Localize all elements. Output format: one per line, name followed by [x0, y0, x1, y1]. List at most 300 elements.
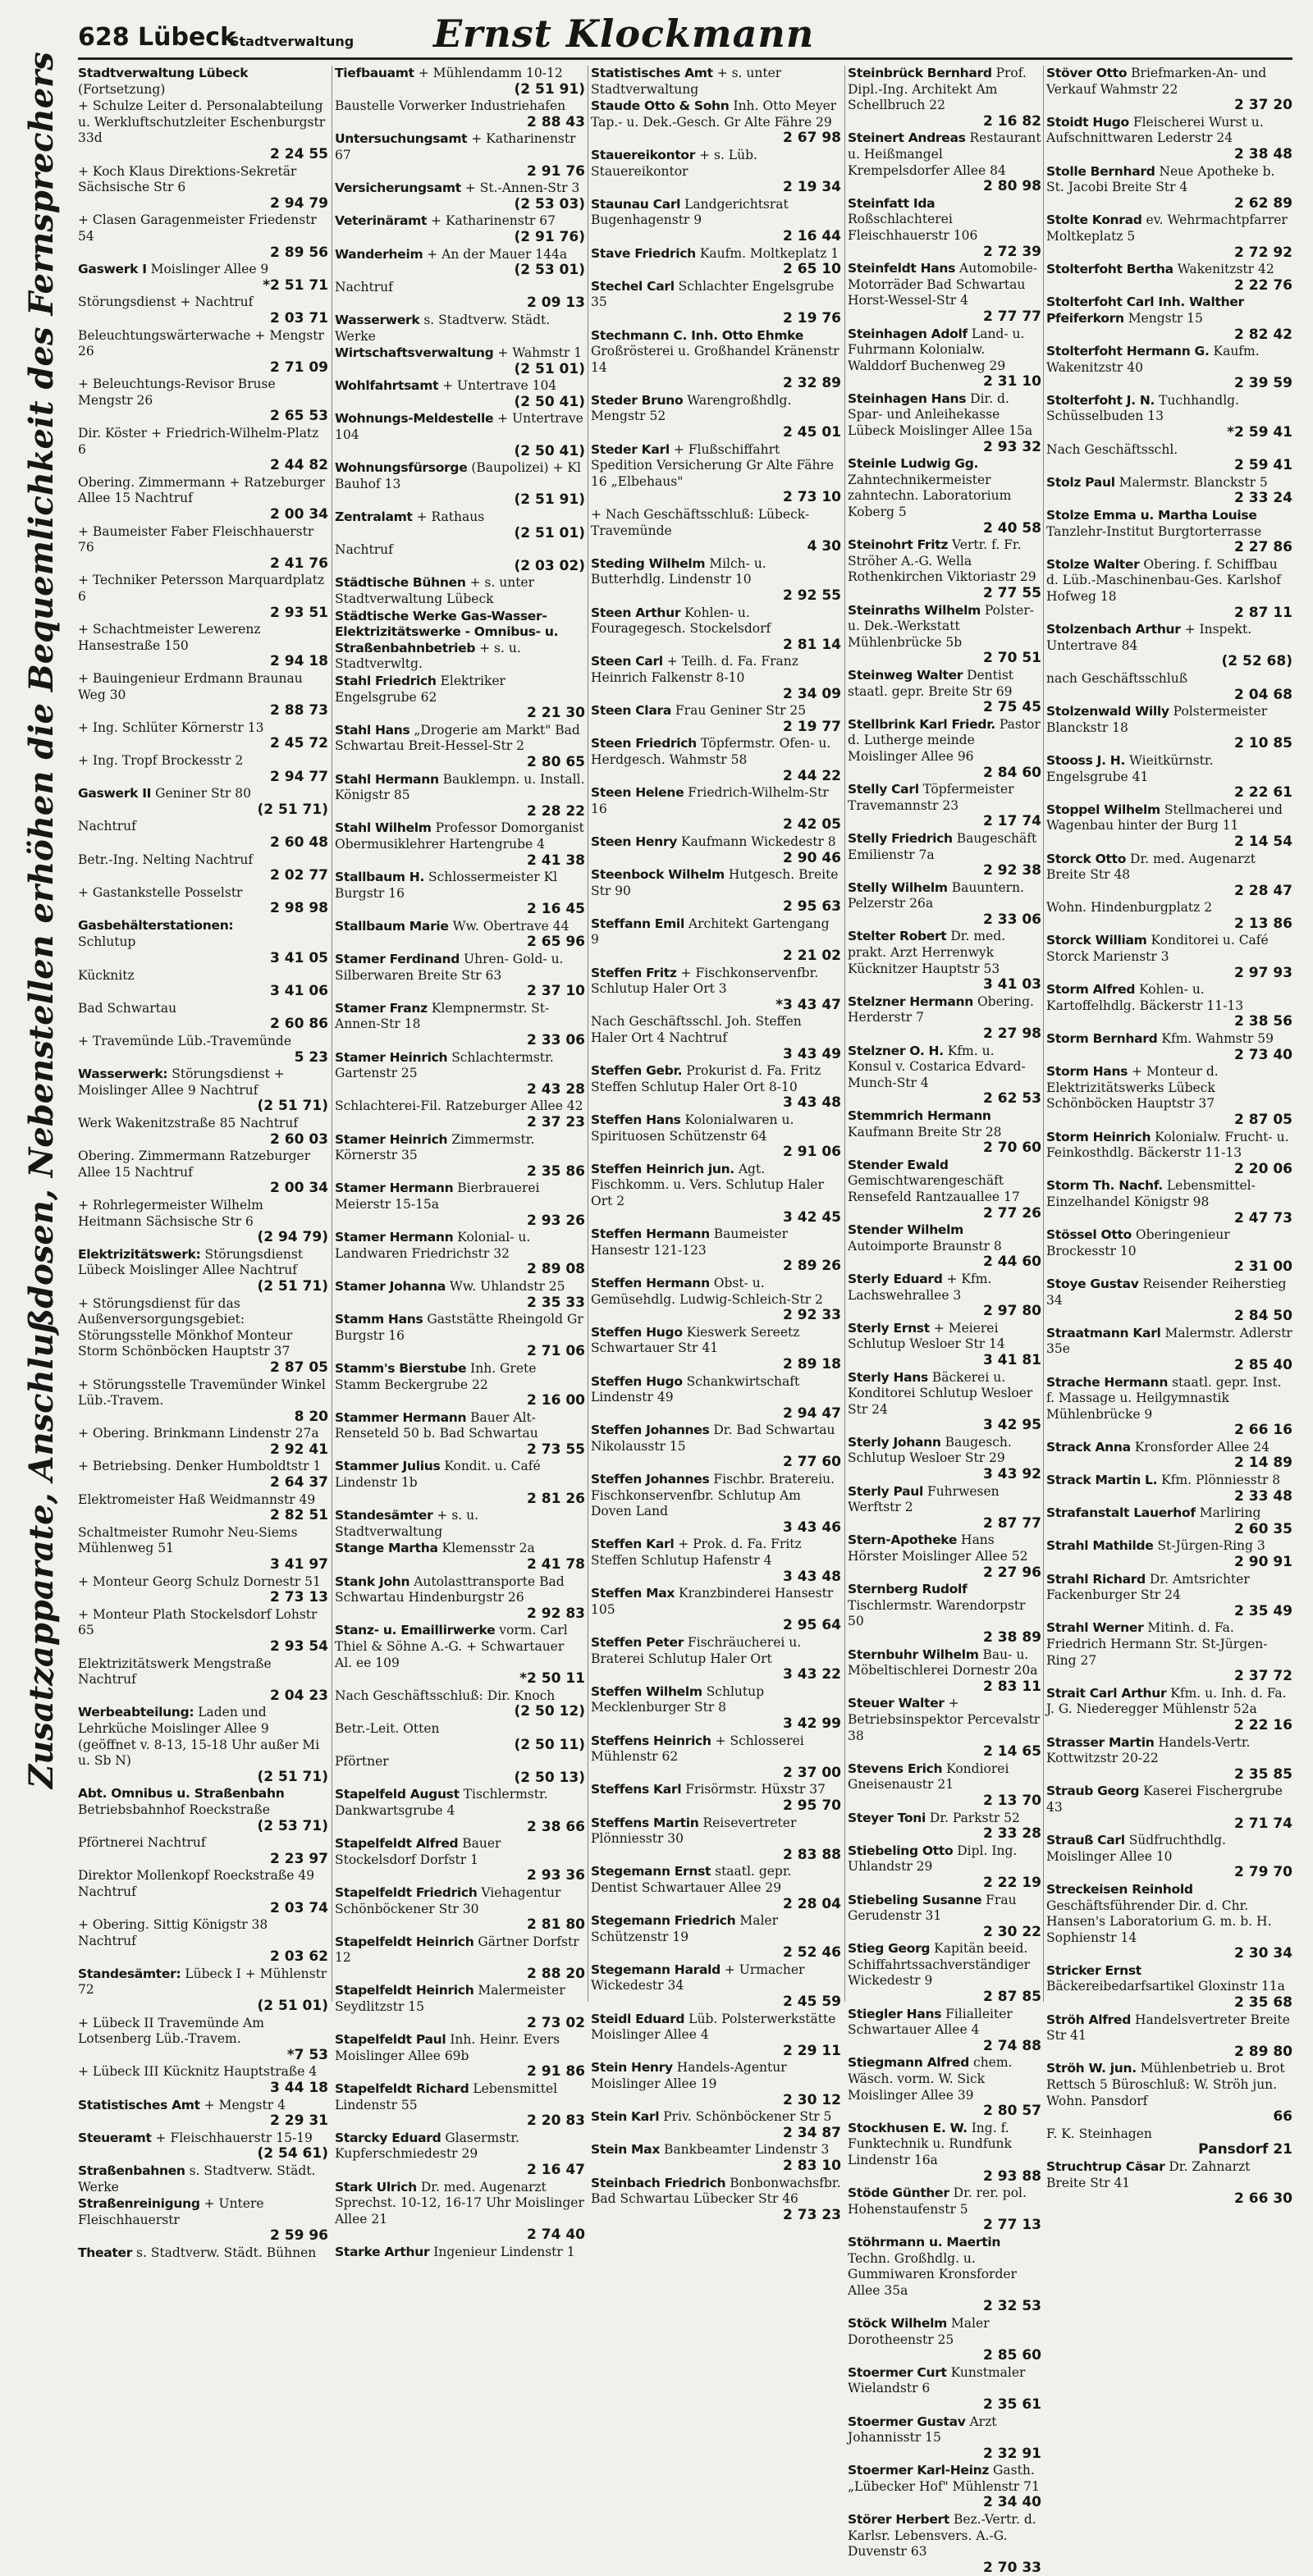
directory-entry [335, 952, 585, 1000]
entry-name: Steffen Hermann [591, 1226, 710, 1242]
directory-entry [1046, 1375, 1292, 1439]
column-divider [844, 66, 845, 2002]
entry-phone: 2 37 20 [1234, 97, 1292, 114]
entry-name: Stricker Ernst [1046, 1962, 1141, 1978]
entry-details: s. Stadtverw. Städt. Bühnen [135, 2245, 317, 2260]
entry-details: Beleuchtungswärterwache + Mengstr 26 [78, 327, 324, 359]
directory-entry [78, 885, 328, 917]
entry-details: + Wahmstr 1 [497, 345, 583, 361]
entry-phone: 2 21 02 [783, 948, 841, 965]
entry-name: Standesämter: [78, 1966, 181, 1981]
entry-name: Stiegler Hans [848, 2006, 942, 2021]
entry-phone: 2 66 30 [1234, 2190, 1292, 2208]
directory-entry [591, 1913, 841, 1962]
directory-entry [78, 1786, 328, 1834]
entry-details: Zahntechnikermeister zahntechn. Laboratorium Koberg 5 [848, 472, 1012, 520]
entry-details: Prof. Dipl.-Ing. Architekt Am Schellbruch 22 [848, 66, 1027, 113]
entry-name: Stieg Georg [848, 1941, 931, 1957]
entry-phone: 2 35 68 [1234, 1994, 1292, 2012]
directory-entry [78, 1525, 328, 1573]
directory-entry [591, 1423, 841, 1471]
entry-name: Stein Henry [591, 2060, 673, 2076]
entry-details: Kfm. u. Konsul v. Costarica Edvard-Munch-Str 4 [848, 1043, 1026, 1090]
directory-entry [591, 2012, 841, 2060]
entry-phone: 2 80 65 [527, 753, 585, 770]
entry-phone: *2 50 11 [519, 1670, 585, 1688]
entry-name: Steinweg Walter [848, 667, 963, 683]
entry-phone: 2 16 44 [783, 227, 841, 244]
entry-details: Ing. f. Funktechnik u. Rundfunk Lindenstr 16a [848, 2120, 1012, 2167]
entry-details: + s. unter Stadtverwaltung Lübeck [335, 575, 535, 606]
directory-entry [1046, 753, 1292, 802]
entry-details: Ingenieur Lindenstr 1 [433, 2244, 575, 2259]
entry-phone: 66 [1273, 2108, 1292, 2126]
entry-details: „Drogerie am Markt" Bad Schwartau Breit-Hessel-Str 2 [335, 722, 580, 754]
entry-phone: 2 89 56 [270, 244, 328, 261]
column-3 [591, 66, 841, 2223]
entry-name: Stöhrmann u. Maertin [848, 2234, 1001, 2249]
directory-entry [1046, 1572, 1292, 1620]
directory-entry [335, 674, 585, 722]
column-1 [78, 66, 328, 2260]
entry-phone: 2 52 46 [783, 1944, 841, 1962]
entry-name: Stapelfeldt Alfred [335, 1836, 459, 1852]
entry-details: staatl. gepr. Inst. f. Massage u. Heilgymnastik Mühlenbrücke 9 [1046, 1374, 1282, 1422]
entry-details: Mitinh. d. Fa. Friedrich Hermann Str. St-Jürgen-Ring 27 [1046, 1620, 1268, 1668]
entry-name: Stammer Hermann [335, 1409, 467, 1425]
entry-name: Wohnungs-Meldestelle [335, 411, 494, 427]
entry-phone: 3 41 06 [270, 983, 328, 1000]
entry-name: Wanderheim [335, 246, 423, 262]
directory-entry [1046, 671, 1292, 703]
directory-entry [1046, 1130, 1292, 1178]
entry-name: Abt. Omnibus u. Straßenbahn [78, 1786, 285, 1802]
entry-details: Kfm. Plönniesstr 8 [1161, 1473, 1281, 1488]
directory-entry [335, 1001, 585, 1049]
entry-details: + Rohrlegermeister Wilhelm Heitmann Sächsische Str 6 [78, 1197, 263, 1229]
column-4 [848, 66, 1041, 2576]
directory-entry [1046, 1473, 1292, 1505]
entry-details: + Baumeister Faber Fleischhauerstr 76 [78, 523, 314, 555]
entry-details: Bäckereibedarfsartikel Gloxinstr 11a [1046, 1979, 1285, 1994]
directory-entry [78, 2163, 328, 2195]
entry-phone: 2 31 10 [983, 373, 1041, 391]
directory-entry [591, 703, 841, 735]
entry-details: Hutgesch. Breite Str 90 [591, 867, 839, 898]
entry-phone: 2 73 02 [527, 2014, 585, 2031]
directory-entry [591, 785, 841, 834]
entry-details: + Untertrave 104 [335, 411, 583, 443]
entry-phone: 2 16 00 [527, 1392, 585, 1409]
entry-phone: 2 35 86 [527, 1162, 585, 1180]
entry-name: Stapelfeldt Friedrich [335, 1884, 478, 1900]
entry-details: Nach Geschäftsschl. [1046, 441, 1178, 457]
entry-name: Versicherungsamt [335, 180, 461, 196]
entry-phone: 2 37 00 [783, 1764, 841, 1781]
directory-entry [78, 1034, 328, 1066]
entry-phone: 2 75 45 [983, 699, 1041, 716]
entry-phone: 2 35 61 [983, 2396, 1041, 2413]
entry-details: + Monteur d. Elektrizitätswerks Lübeck Schönböcken Hauptstr 37 [1046, 1064, 1219, 1112]
directory-entry [335, 1279, 585, 1311]
entry-phone: 2 03 62 [270, 1948, 328, 1966]
directory-entry [1046, 2126, 1292, 2158]
directory-entry [591, 66, 841, 98]
page-number: 628 [78, 23, 130, 52]
entry-details: Kieswerk Sereetz Schwartauer Str 41 [591, 1324, 800, 1356]
entry-details: Lebensmittel Lindenstr 55 [335, 2081, 558, 2112]
entry-details: + Monteur Plath Stockelsdorf Lohstr 65 [78, 1606, 318, 1638]
entry-phone: 2 77 55 [983, 585, 1041, 601]
entry-name: Strahl Mathilde [1046, 1538, 1154, 1554]
entry-name: Stamer Heinrich [335, 1049, 448, 1065]
directory-entry [78, 1492, 328, 1524]
directory-entry [335, 1230, 585, 1278]
entry-phone: 2 38 66 [527, 1818, 585, 1835]
entry-name: Starke Arthur [335, 2244, 430, 2259]
entry-phone: 2 89 08 [527, 1261, 585, 1278]
entry-name: Strait Carl Arthur [1046, 1685, 1167, 1701]
directory-entry [848, 1647, 1041, 1696]
entry-phone: 2 33 06 [527, 1032, 585, 1049]
entry-phone: 2 60 35 [1234, 1520, 1292, 1537]
entry-name: Steffens Karl [591, 1782, 682, 1797]
directory-entry [78, 1656, 328, 1705]
entry-details: Bäckerei u. Konditorei Schlutup Wesloer Str 24 [848, 1369, 1033, 1417]
entry-name: Ströh W. jun. [1046, 2061, 1137, 2076]
entry-phone: 2 91 06 [783, 1144, 841, 1161]
directory-entry [848, 1532, 1041, 1581]
directory-entry [335, 411, 585, 459]
entry-name: Steen Clara [591, 703, 671, 719]
entry-details: Reisevertreter Plönniesstr 30 [591, 1815, 797, 1847]
directory-entry [78, 671, 328, 719]
entry-phone: 2 73 23 [783, 2206, 841, 2223]
entry-phone: 2 77 26 [983, 1204, 1041, 1222]
entry-details: Bonbonwachsfbr. Bad Schwartau Lübecker Str 46 [591, 2175, 841, 2207]
directory-entry [848, 1158, 1041, 1222]
directory-entry [848, 1044, 1041, 1108]
directory-entry [335, 542, 585, 574]
directory-entry [1046, 1064, 1292, 1128]
entry-phone: 2 31 00 [1234, 1258, 1292, 1276]
entry-phone: (2 50 13) [514, 1769, 585, 1786]
entry-name: Störer Herbert [848, 2512, 950, 2528]
entry-details: Malermeister Seydlitzstr 15 [335, 1983, 565, 2015]
directory-entry [1046, 982, 1292, 1030]
entry-phone: 2 30 34 [1234, 1945, 1292, 1962]
entry-details: Kfm. Wahmstr 59 [1161, 1031, 1274, 1047]
entry-name: Stammer Julius [335, 1459, 441, 1474]
entry-name: Stelzner Hermann [848, 993, 974, 1009]
entry-details: nach Geschäftsschluß [1046, 670, 1188, 686]
entry-name: Storm Heinrich [1046, 1129, 1151, 1144]
entry-name: Zentralamt [335, 509, 413, 525]
entry-name: Stolz Paul [1046, 474, 1115, 490]
directory-entry [848, 994, 1041, 1043]
entry-phone: Pansdorf 21 [1198, 2141, 1292, 2158]
entry-name: Stolze Emma u. Martha Louise [1046, 508, 1257, 523]
directory-entry [591, 2142, 841, 2174]
entry-phone: (2 52 68) [1221, 653, 1292, 670]
entry-phone: 2 87 11 [1234, 604, 1292, 621]
entry-name: Strafanstalt Lauerhof [1046, 1505, 1196, 1521]
entry-details: Landgerichtsrat Bugenhagenstr 9 [591, 196, 789, 228]
directory-entry [78, 720, 328, 752]
entry-phone: 2 65 10 [783, 261, 841, 278]
entry-details: + Bauingenieur Erdmann Braunau Weg 30 [78, 670, 303, 702]
directory-entry [848, 2316, 1041, 2364]
entry-name: Gaswerk II [78, 786, 152, 802]
entry-phone: 2 62 89 [1234, 194, 1292, 212]
entry-details: Neue Apotheke b. St. Jacobi Breite Str 4 [1046, 163, 1275, 195]
entry-name: Stolterfoht Carl Inh. Walther Pfeiferkorn [1046, 295, 1244, 326]
entry-name: Standesämter [335, 1508, 433, 1523]
entry-details: Dr. Bad Schwartau Nikolausstr 15 [591, 1423, 835, 1454]
entry-phone: 2 19 76 [783, 309, 841, 327]
entry-phone: 2 77 60 [783, 1454, 841, 1471]
entry-details: Handelsvertreter Breite Str 41 [1046, 2012, 1290, 2044]
directory-entry [335, 870, 585, 918]
directory-entry [591, 916, 841, 965]
entry-name: Sterly Johann [848, 1434, 941, 1450]
directory-entry [78, 2064, 328, 2096]
entry-phone: 2 92 41 [270, 1441, 328, 1458]
entry-phone: 2 32 91 [983, 2445, 1041, 2462]
entry-details: Architekt Gartengang 9 [591, 916, 830, 948]
directory-entry [848, 2185, 1041, 2234]
directory-entry [591, 867, 841, 916]
entry-details: Gasth. „Lübecker Hof" Mühlenstr 71 [848, 2463, 1040, 2494]
entry-name: Steuer Walter [848, 1696, 945, 1711]
entry-details: Kfm. u. Inh. d. Fa. J. G. Niederegger Mühlenstr 52a [1046, 1685, 1287, 1717]
entry-name: Städtische Werke Gas-Wasser-Elektrizitätswerke - Omnibus- u. Straßenbahnbetrieb [335, 608, 559, 655]
directory-entry [78, 262, 328, 294]
entry-details: Bauer Alt-Renseteld 50 b. Bad Schwartau [335, 1409, 538, 1441]
entry-phone: 2 00 34 [270, 506, 328, 523]
entry-phone: 2 45 01 [783, 424, 841, 441]
city-title: Lübeck [138, 23, 237, 52]
entry-name: Storm Hans [1046, 1064, 1128, 1080]
entry-details: Pastor d. Lutherge meinde Moislinger Allee 96 [848, 716, 1041, 764]
entry-details: s. Stadtverw. Städt. Werke [78, 2163, 316, 2195]
entry-name: Steen Henry [591, 834, 677, 849]
entry-phone: 2 70 60 [983, 1140, 1041, 1157]
directory-entry [1046, 622, 1292, 670]
directory-entry [78, 426, 328, 474]
entry-details: + Untere Fleischhauerstr [78, 2196, 264, 2227]
entry-phone: 2 84 50 [1234, 1308, 1292, 1325]
directory-entry [78, 786, 328, 818]
entry-details: Gärtner Dorfstr 12 [335, 1934, 579, 1966]
entry-name: Stadtverwaltung Lübeck [78, 66, 249, 80]
entry-phone: 2 77 13 [983, 2217, 1041, 2234]
entry-phone: 3 42 99 [783, 1715, 841, 1732]
directory-entry [1046, 475, 1292, 507]
entry-phone: 2 92 83 [527, 1605, 585, 1622]
entry-name: Stank John [335, 1573, 410, 1589]
entry-phone: (2 51 71) [257, 1277, 328, 1295]
entry-name: Wasserwerk [335, 312, 420, 327]
entry-name: Stelly Wilhelm [848, 879, 948, 895]
entry-details: Handels-Vertr. Kottwitzstr 20-22 [1046, 1734, 1251, 1766]
directory-entry [335, 723, 585, 771]
directory-entry [591, 1014, 841, 1062]
entry-details: Uhren- Gold- u. Silberwaren Breite Str 63 [335, 952, 564, 983]
entry-name: Steen Carl [591, 654, 663, 669]
entry-name: Stooss J. H. [1046, 752, 1126, 768]
entry-name: Stamer Hermann [335, 1230, 454, 1245]
entry-details: + St.-Annen-Str 3 [464, 180, 580, 196]
entry-name: Steinhagen Adolf [848, 326, 968, 341]
directory-entry [78, 1116, 328, 1148]
entry-details: + Prok. d. Fa. Fritz Steffen Schlutup Hafenstr 4 [591, 1537, 802, 1569]
entry-details: + Kfm. Lachswehrallee 3 [848, 1271, 992, 1303]
entry-name: Strache Hermann [1046, 1374, 1169, 1390]
directory-entry [335, 772, 585, 820]
entry-details: Großrösterei u. Großhandel Kränenstr 14 [591, 344, 839, 375]
entry-phone: 2 39 59 [1234, 375, 1292, 392]
directory-entry [1046, 1686, 1292, 1734]
entry-phone: 2 90 91 [1234, 1554, 1292, 1571]
entry-details: chem. Wäsch. vorm. W. Sick Moislinger Allee 39 [848, 2055, 1013, 2103]
entry-phone: (2 50 12) [514, 1703, 585, 1720]
entry-phone: 2 03 74 [270, 1899, 328, 1916]
entry-name: Stegemann Ernst [591, 1864, 711, 1879]
entry-name: Steffen Karl [591, 1537, 675, 1552]
entry-details: Dr. Amtsrichter Fackenburger Str 24 [1046, 1571, 1250, 1603]
entry-phone: 2 37 23 [527, 1114, 585, 1130]
directory-entry [335, 280, 585, 312]
entry-name: Stolterfoht J. N. [1046, 392, 1155, 408]
entry-name: Theater [78, 2245, 133, 2260]
entry-details: St-Jürgen-Ring 3 [1157, 1538, 1265, 1554]
entry-phone: 2 92 55 [783, 587, 841, 604]
directory-entry [591, 605, 841, 654]
entry-name: Stoidt Hugo [1046, 114, 1129, 130]
entry-phone: (2 50 41) [514, 393, 585, 410]
entry-phone: 2 92 38 [983, 862, 1041, 879]
entry-details: F. K. Steinhagen [1046, 2126, 1152, 2141]
directory-entry [848, 1272, 1041, 1320]
directory-entry [848, 1811, 1041, 1843]
directory-entry [848, 1435, 1041, 1483]
entry-name: Stemmrich Hermann [848, 1108, 991, 1123]
entry-phone: (2 51 01) [514, 360, 585, 377]
directory-entry [78, 295, 328, 327]
entry-phone: 2 82 42 [1234, 326, 1292, 343]
entry-details: Störungsdienst + Moislinger Allee 9 Nachtruf [78, 1066, 285, 1098]
directory-entry [335, 1721, 585, 1753]
directory-entry [591, 1325, 841, 1373]
entry-details: Automobile-Motorräder Bad Schwartau Horst-Wessel-Str 4 [848, 261, 1038, 308]
entry-name: Untersuchungsamt [335, 131, 468, 147]
entry-phone: 2 44 82 [270, 457, 328, 474]
directory-entry [335, 1361, 585, 1409]
entry-name: Steffen Hugo [591, 1373, 683, 1389]
entry-details: Autolasttransporte Bad Schwartau Hindenburgstr 26 [335, 1573, 565, 1605]
directory-entry [1046, 393, 1292, 441]
entry-name: Elektrizitätswerk: [78, 1246, 201, 1262]
entry-details: Kondiorei Gneisenaustr 21 [848, 1761, 1009, 1793]
directory-entry [335, 213, 585, 245]
entry-name: Straßenreinigung [78, 2196, 200, 2212]
entry-name: Stender Ewald [848, 1157, 949, 1172]
directory-entry [335, 1181, 585, 1229]
entry-name: Stöck Wilhelm [848, 2315, 947, 2331]
directory-entry [591, 1537, 841, 1585]
entry-phone: 2 42 05 [783, 816, 841, 834]
directory-entry [1046, 1178, 1292, 1226]
entry-details: Obst- u. Gemüsehdlg. Ludwig-Schleich-Str 2 [591, 1275, 823, 1307]
entry-phone: (2 03 02) [514, 557, 585, 574]
directory-entry [1046, 1440, 1292, 1472]
directory-entry [848, 1222, 1041, 1271]
entry-phone: (2 91 76) [514, 228, 585, 245]
directory-entry [1046, 1326, 1292, 1374]
entry-name: Stange Martha [335, 1541, 438, 1556]
entry-phone: 2 74 88 [983, 2037, 1041, 2054]
entry-name: Steding Wilhelm [591, 555, 706, 571]
entry-phone: 2 73 55 [527, 1441, 585, 1458]
entry-phone: 2 22 61 [1234, 784, 1292, 802]
entry-name: Stahl Wilhelm [335, 820, 432, 836]
directory-entry [78, 1247, 328, 1295]
entry-phone: 2 04 23 [270, 1687, 328, 1704]
entry-phone: 2 44 60 [983, 1254, 1041, 1271]
entry-details: Agt. Fischkomm. u. Vers. Schlutup Haler Ort 2 [591, 1161, 824, 1208]
entry-details: Lübeck I + Mühlenstr 72 [78, 1966, 327, 1998]
entry-phone: 3 43 92 [983, 1466, 1041, 1483]
entry-details: + Betriebsing. Denker Humboldtstr 1 [78, 1459, 322, 1474]
entry-details: + Schulze Leiter d. Personalabteilung u. Werkluftschutzleiter Eschenburgstr 33d [78, 98, 326, 146]
directory-entry [1046, 933, 1292, 981]
directory-entry [78, 377, 328, 425]
entry-phone: 2 93 26 [527, 1212, 585, 1229]
entry-name: Steffen Johannes [591, 1423, 710, 1438]
directory-entry [335, 609, 585, 673]
directory-entry [78, 1377, 328, 1426]
directory-entry [78, 1149, 328, 1197]
directory-entry [335, 2081, 585, 2130]
entry-phone: 2 77 77 [983, 308, 1041, 325]
entry-details: Nach Geschäftsschluß: Dir. Knoch [335, 1688, 556, 1703]
entry-name: Stahl Hans [335, 722, 410, 738]
entry-phone: 2 45 72 [270, 735, 328, 752]
directory-entry [78, 2131, 328, 2163]
entry-name: Stiebeling Otto [848, 1843, 954, 1858]
entry-details: Klempnermstr. St-Annen-Str 18 [335, 1000, 550, 1032]
entry-details: Schaltmeister Rumohr Neu-Siems Mühlenweg 51 [78, 1524, 298, 1556]
entry-details: Frau Geniner Str 25 [675, 703, 807, 719]
entry-name: Storm Th. Nachf. [1046, 1178, 1163, 1194]
entry-details: Fleischerei Wurst u. Aufschnittwaren Lederstr 24 [1046, 114, 1264, 146]
entry-phone: 2 85 40 [1234, 1356, 1292, 1373]
column-divider [1043, 66, 1044, 2002]
directory-entry [848, 2121, 1041, 2185]
directory-entry [591, 279, 841, 327]
entry-phone: 2 98 98 [270, 900, 328, 917]
entry-phone: *2 59 41 [1227, 424, 1292, 441]
directory-entry [78, 819, 328, 851]
side-advertisement: Zusatzapparate, Anschlußdosen, Nebenstellen erhöhen die Bequemlichkeit des Fernsprechers [22, 52, 61, 1788]
directory-entry [335, 575, 585, 607]
entry-phone: 2 91 86 [527, 2063, 585, 2080]
entry-phone: 2 59 96 [270, 2227, 328, 2245]
entry-details: + An der Mauer 144a [427, 246, 568, 262]
directory-entry [848, 1484, 1041, 1532]
entry-phone: (2 51 01) [257, 1998, 328, 2015]
